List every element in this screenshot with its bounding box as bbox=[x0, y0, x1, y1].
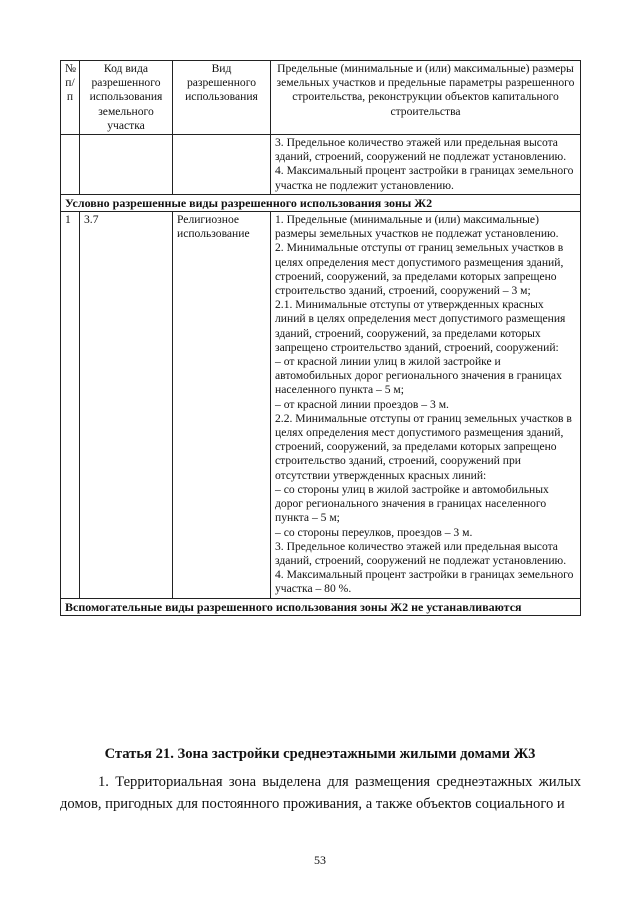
param-line: – со стороны улиц в жилой застройке и автомобильных дорог регионального значения в границах населенного пункта – 5 м; bbox=[275, 482, 549, 525]
param-line: 4. Максимальный процент застройки в границах земельного участка – 80 %. bbox=[275, 568, 574, 596]
header-code: Код вида разрешенного использования земельного участка bbox=[80, 61, 173, 135]
row-code: 3.7 bbox=[80, 212, 173, 598]
header-parameters: Предельные (минимальные и (или) максимальные) размеры земельных участков и предельные параметры разрешенного строительства, реконструкции объектов капитального строительства bbox=[271, 61, 581, 135]
param-line: 3. Предельное количество этажей или предельная высота зданий, строений, сооружений не подлежат установлению. bbox=[275, 539, 567, 567]
row-number: 1 bbox=[61, 212, 80, 598]
table-header-row bbox=[61, 61, 581, 135]
param-line: 3. Предельное количество этажей или предельная высота зданий, строений, сооружений не подлежат установлению. bbox=[275, 136, 567, 164]
empty-cell bbox=[173, 135, 271, 195]
section-title-conditional: Условно разрешенные виды разрешенного использования зоны Ж2 bbox=[61, 194, 581, 211]
param-line: 4. Максимальный процент застройки в границах земельного участка не подлежит установлению. bbox=[275, 164, 574, 192]
param-line: 2. Минимальные отступы от границ земельных участков в целях определения мест допустимого размещения зданий, строений, сооружений, за пределами которых запрещено строительство зданий, строений, сооружений – 3 м; bbox=[275, 241, 564, 298]
param-line: – от красной линии проездов – 3 м. bbox=[275, 397, 449, 411]
param-line: 1. Предельные (минимальные и (или) максимальные) размеры земельных участков не подлежат установлению. bbox=[275, 213, 559, 241]
empty-cell bbox=[80, 135, 173, 195]
table-row bbox=[61, 212, 581, 598]
table-row-continued bbox=[61, 135, 581, 195]
param-line: 2.2. Минимальные отступы от границ земельных участков в целях определения мест допустимого размещения зданий, строений, сооружений, за пределами которых запрещено строительство зданий, строений, сооружений при отсутствии утвержденных красных линий: bbox=[275, 411, 572, 482]
empty-cell bbox=[61, 135, 80, 195]
param-line: 2.1. Минимальные отступы от утвержденных красных линий в целях определения мест допустимого размещения зданий, строений, сооружений, за пределами которых запрещено строительство зданий, строений, сооружений: bbox=[275, 298, 566, 354]
regulations-table bbox=[60, 60, 581, 616]
row-use-type: Религиозное использование bbox=[173, 212, 271, 598]
param-line: – со стороны переулков, проездов – 3 м. bbox=[275, 525, 473, 539]
header-number: № п/п bbox=[61, 61, 80, 135]
continued-params-cell bbox=[271, 135, 581, 195]
section-row-auxiliary bbox=[61, 598, 581, 615]
section-row-conditional bbox=[61, 194, 581, 211]
article-paragraph: 1. Территориальная зона выделена для размещения среднеэтажных жилых домов, пригодных для постоянного проживания, а также объектов социального и bbox=[60, 774, 581, 812]
regulations-table-container bbox=[60, 60, 581, 616]
article-heading: Статья 21. Зона застройки среднеэтажными жилыми домами Ж3 bbox=[104, 746, 536, 762]
page-number: 53 bbox=[314, 853, 326, 867]
section-title-auxiliary: Вспомогательные виды разрешенного использования зоны Ж2 не устанавливаются bbox=[61, 598, 581, 615]
header-use-type: Вид разрешенного использования bbox=[173, 61, 271, 135]
param-line: – от красной линии улиц в жилой застройке и автомобильных дорог регионального значения в границах населенного пункта – 5 м; bbox=[275, 355, 562, 397]
row-params-cell bbox=[271, 212, 581, 598]
